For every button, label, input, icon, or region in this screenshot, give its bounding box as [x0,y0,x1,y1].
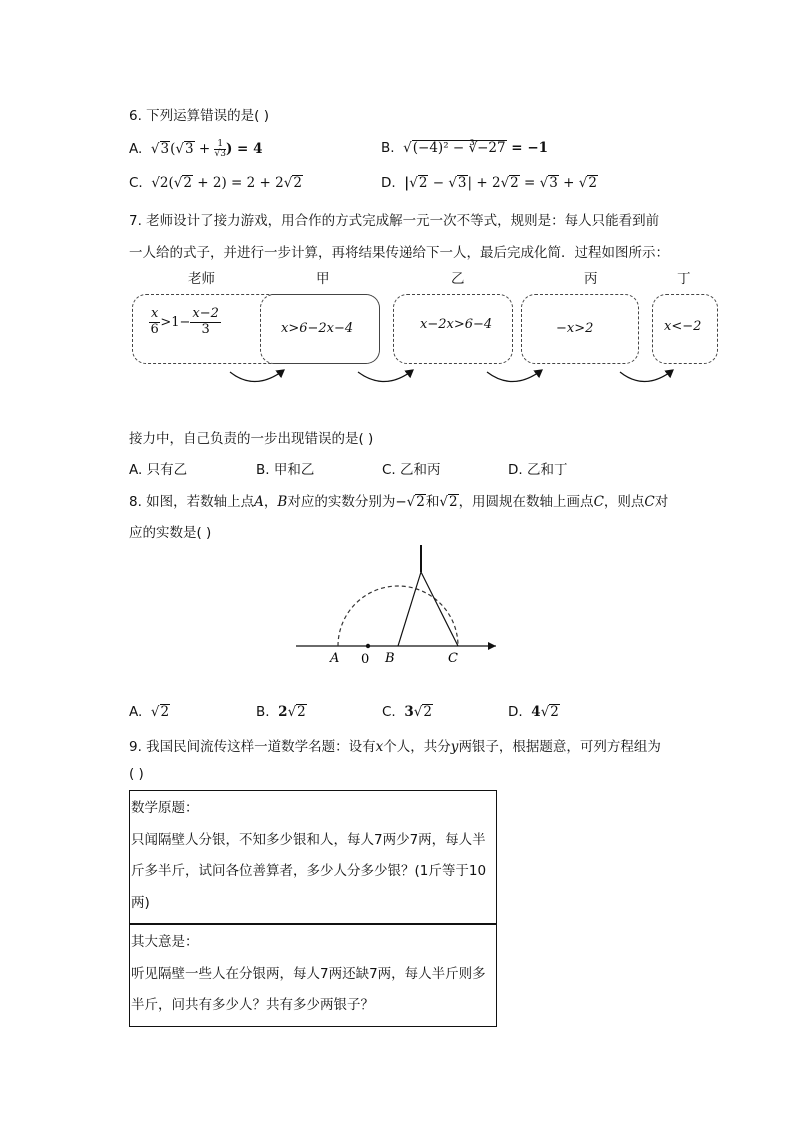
label-a: A [330,651,340,666]
relay-box-ding: x<−2 [652,294,718,364]
q9-original-title: 数学原题： [131,800,199,816]
q8-stem-line2: 应的实数是( ) [129,525,212,541]
q7-question: 接力中，自己负责的一步出现错误的是( ) [129,431,374,447]
relay-box-teacher: $\frac{x}{6}$ >1− $\frac{x-2}{3}$ [132,294,380,364]
dashed-arc [338,586,458,646]
q7-person-bing: 丙 [584,271,598,287]
q7-stem-line1: 7. 老师设计了接力游戏，用合作的方式完成解一元一次不等式，规则是：每人只能看到前 [129,213,660,229]
q9-stem-line1: 9. 我国民间流传这样一道数学名题：设有x个人，共分y两银子，根据题意，可列方程组为 [129,739,661,755]
relay-box-bing: −x>2 [521,294,639,364]
q6-stem: 6. 下列运算错误的是( ) [129,108,269,124]
compass-leg-right [421,572,458,646]
q9-original-problem-cell [130,791,497,925]
q6-option-a: A. √3(√3 + $\frac{1}{√3}$ ) = 4 [129,139,263,159]
q6-option-d: D. |√2 − √3| + 2√2 = √3 + √2 [381,175,597,191]
q9-story-table [129,790,497,1027]
q8-option-a: A. √2 [129,704,170,720]
q7-option-c: C. 乙和丙 [382,462,441,478]
origin-dot [366,644,370,648]
q7-option-b: B. 甲和乙 [256,462,315,478]
q8-option-b: B. 2√2 [256,704,306,720]
q7-person-yi: 乙 [451,271,465,287]
number-line-arrowhead [488,642,496,650]
label-b: B [385,651,395,666]
q7-stem-line2: 一人给的式子，并进行一步计算，再将结果传递给下一人，最后完成化简．过程如图所示： [129,245,669,261]
label-c: C [448,651,458,666]
q8-option-c: C. 3√2 [382,704,432,720]
q7-option-a: A. 只有乙 [129,462,188,478]
q7-person-teacher: 老师 [188,271,215,287]
label-o: 0 [361,652,370,667]
q7-person-ding: 丁 [677,271,691,287]
q6-option-c: C. √2(√2 + 2) = 2 + 2√2 [129,175,302,191]
q9-meaning-body: 听见隔壁一些人在分银两，每人7两还缺7两，每人半斤则多半斤，问共有多少人？共有多少两银子？ [131,965,486,1013]
q8-stem-line1: 8. 如图，若数轴上点A，B对应的实数分别为−√2和√2，用圆规在数轴上画点C，则点C对 [129,494,669,510]
q8-option-d: D. 4√2 [508,704,559,720]
q6-option-b: B. √(−4)² − ∛−27 = −1 [381,140,549,156]
q9-meaning-title: 其大意是： [131,934,199,950]
q9-stem-line2: ( ) [129,766,144,782]
relay-box-jia-text: x>6−2x−4 [281,321,354,336]
compass-leg-left [398,572,421,646]
q7-option-d: D. 乙和丁 [508,462,568,478]
q9-meaning-cell [130,924,497,1026]
q9-original-body: 只闻隔壁人分银，不知多少银和人，每人7两少7两，每人半斤多半斤，试问各位善算者，多少人分多少银？(1斤等于10两) [131,831,487,911]
q7-person-jia: 甲 [316,271,330,287]
relay-box-yi: x−2x>6−4 [393,294,513,364]
